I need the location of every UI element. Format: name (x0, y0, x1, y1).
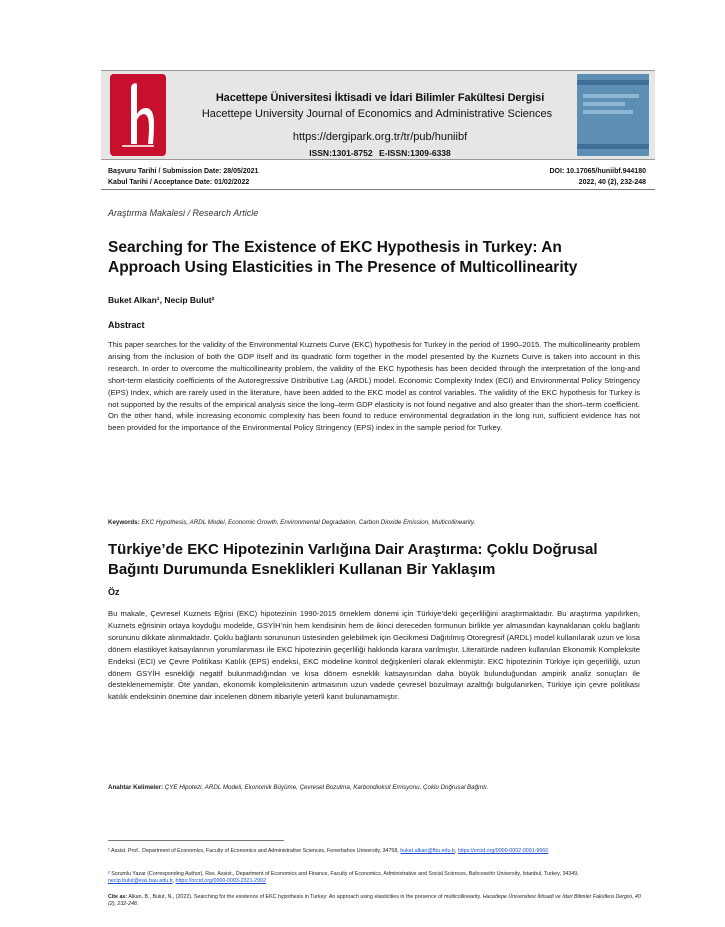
oz-text: Bu makale, Çevresel Kuznets Eğrisi (EKC) hipotezinin 1990-2015 örneklem dönemi için Türkiye’deki geçerliliğini araştırmaktadır. Bu araştırma yapılırken, Kuznets eğrisinin ortaya koyduğu modelde, GSYİH’nin hem kendisinin hem de ikinci dereceden formunun birlikte yer almasından kaynaklanan çoklu bağlantı sorununu dikkate alınmaktadır. Çoklu bağlantı sorununun üstesinden gelebilmek için Gecikmesi Dağıtılmış Otoregresif (ARDL) model kullanılarak uzun ve kısa dönem elastikiyet katsayılarının yorumlanması ile EKC hipotezinin geçerliliği hakkında karara varılmıştır. Literatürde nadiren kullanılan Ekonomik Kompleksite Endeksi (ECI) ve Çevre Politikası Katılık (EPS) endeksi, EKC modeline kontrol değişkenleri olarak eklenmiştir. EKC hipotezinin Türkiye için geçerliliği, uzun dönem GSYİH esnekliği negatif bulunmadığından ve kısa dönem esneklik katsayısından daha büyük bulunduğundan ampirik analiz sonuçları ile desteklenememiştir. Öte yandan, ekonomik kompleksitenin artmasının uzun vadede çevresel bozulmayı azalttığı bulgulanırken, Türkiye için çevre politikası katılık endeksinin önemine dair incelenen dönem itibariyle yeterli kanıt bulunamamıştır. (108, 609, 640, 702)
journal-title-turkish: Hacettepe Üniversitesi İktisadi ve İdari Bilimler Fakültesi Dergisi (215, 92, 545, 104)
footnote-divider (108, 840, 284, 841)
abstract-text: This paper searches for the validity of the Environmental Kuznets Curve (EKC) hypothesis for Turkey in the period of 1990–2015. The multicollinearity problem arising from the inclusion of both the GDP itself and its quadratic form together in the model presented by the Kuznets Curve is taken into account in this research. In order to overcome the multicollinearity problem, the validity of the EKC hypothesis has been decided through the interpretation of the long-and short-term elasticity coefficients of the Autoregressive Distributive Lag (ARDL) model. Economic Complexity Index (ECI) and Environmental Policy Stringency (EPS) Index, which are rarely used in the literature, have been added to the EKC model as control variables. The validity of the EKC hypothesis for Turkey is not supported by the results of the empirical analysis since the long–term GDP elasticity is not found negative and also greater than the short–term coefficient. On the other hand, while increasing economic complexity has been found to reduce environmental degradation in the long run, sufficient evidence has not been provided for the importance of the Environmental Policy Stringency (EPS) index in the sample period for Turkey. (108, 340, 640, 433)
submission-date: Başvuru Tarihi / Submission Date: 28/05/2021 (108, 168, 259, 175)
article-title-turkish: Türkiye’de EKC Hipotezinin Varlığına Dair Araştırma: Çoklu Doğrusal Bağıntı Durumunda Esneklikleri Kullanan Bir Yaklaşım (108, 541, 598, 578)
doi[interactable]: DOI: 10.17065/huniibf.944180 (549, 168, 646, 175)
keywords (108, 517, 640, 528)
acceptance-date: Kabul Tarihi / Acceptance Date: 01/02/2022 (108, 179, 250, 186)
issn: ISSN:1301-8752 (309, 148, 373, 158)
article-type: Araştırma Makalesi / Research Article (108, 208, 259, 218)
university-logo (110, 74, 166, 156)
authors: Buket Alkan¹, Necip Bulut² (108, 295, 215, 305)
citation-journal: Hacettepe Üniversitesi İktisadi ve İdari Bilimler Fakültesi Dergisi, 40 (2), 232-248. (108, 894, 641, 908)
keywords-label: Keywords: (108, 519, 140, 526)
citation (108, 894, 643, 908)
university-logo-icon (110, 74, 166, 156)
author-1-orcid-link[interactable]: https://orcid.org/0000-0002-0091-9666 (457, 848, 549, 854)
journal-issn-line (190, 148, 570, 158)
abstract-heading: Abstract (108, 320, 145, 330)
volume-pages: 2022, 40 (2), 232-248 (578, 179, 646, 186)
footnote-2-text: ² Sorumlu Yazar (Corresponding Author), Res. Assist., Department of Economics and Finance, Faculty of Economics, Administrative and Social Sciences, Bahcesehir University, Istanbul, Turkey, 34349, (108, 871, 579, 877)
keywords-turkish (108, 782, 640, 793)
footnote-1-text: ¹ Assist. Prof., Department of Economics, Faculty of Economics and Administrative Sciences, Fenerbahce University, 34758, (108, 848, 399, 854)
eissn: E-ISSN:1309-6338 (378, 148, 451, 158)
author-1-email-link[interactable]: buket.alkan@fbu.edu.tr (400, 848, 455, 854)
journal-cover-thumbnail (577, 74, 649, 156)
footnote-2: ² Sorumlu Yazar (Corresponding Author), Res. Assist., Department of Economics and Finance, Faculty of Economics, Administrative and Social Sciences, Bahcesehir University, Istanbul, Turkey, 34349, necip.bulut@eas.bau.edu.tr, https://orcid.org/0000-0003-2321-2992 (108, 871, 579, 885)
oz-heading: Öz (108, 587, 120, 597)
doi-block (550, 166, 647, 188)
footnote-1: ¹ Assist. Prof., Department of Economics, Faculty of Economics and Administrative Sciences, Fenerbahce University, 34758, buket.alkan@fbu.edu.tr, https://orcid.org/0000-0002-0091-9666 (108, 848, 549, 854)
citation-label: Cite as: (108, 894, 128, 900)
submission-dates (108, 166, 258, 188)
citation-text: Alkan, B., Bulut, N., (2022). Searching for the existence of EKC hypothesis in Turkey: An approach using elasticities in the presence of multicollinearity. (128, 894, 482, 900)
keywords-turkish-list: ÇYE Hipotezi, ARDL Modeli, Ekonomik Büyüme, Çevresel Bozulma, Karbondioksit Emisyonu, Çoklu Doğrusal Bağıntı. (164, 784, 489, 791)
journal-url[interactable]: https://dergipark.org.tr/tr/pub/huniibf (292, 131, 468, 143)
article-title: Searching for The Existence of EKC Hypothesis in Turkey: An Approach Using Elasticities in The Presence of Multicollinearity (108, 239, 578, 276)
header-divider (101, 189, 655, 190)
keywords-list: EKC Hypothesis, ARDL Model, Economic Growth, Environmental Degradation, Carbon Dioxide Emission, Multicollinearity. (141, 519, 476, 526)
keywords-turkish-label: Anahtar Kelimeler: (108, 784, 164, 791)
author-2-email-link[interactable]: necip.bulut@eas.bau.edu.tr (108, 878, 173, 885)
author-2-orcid-link[interactable]: https://orcid.org/0000-0003-2321-2992 (175, 878, 266, 885)
journal-title-english: Hacettepe University Journal of Economics and Administrative Sciences (201, 108, 553, 120)
